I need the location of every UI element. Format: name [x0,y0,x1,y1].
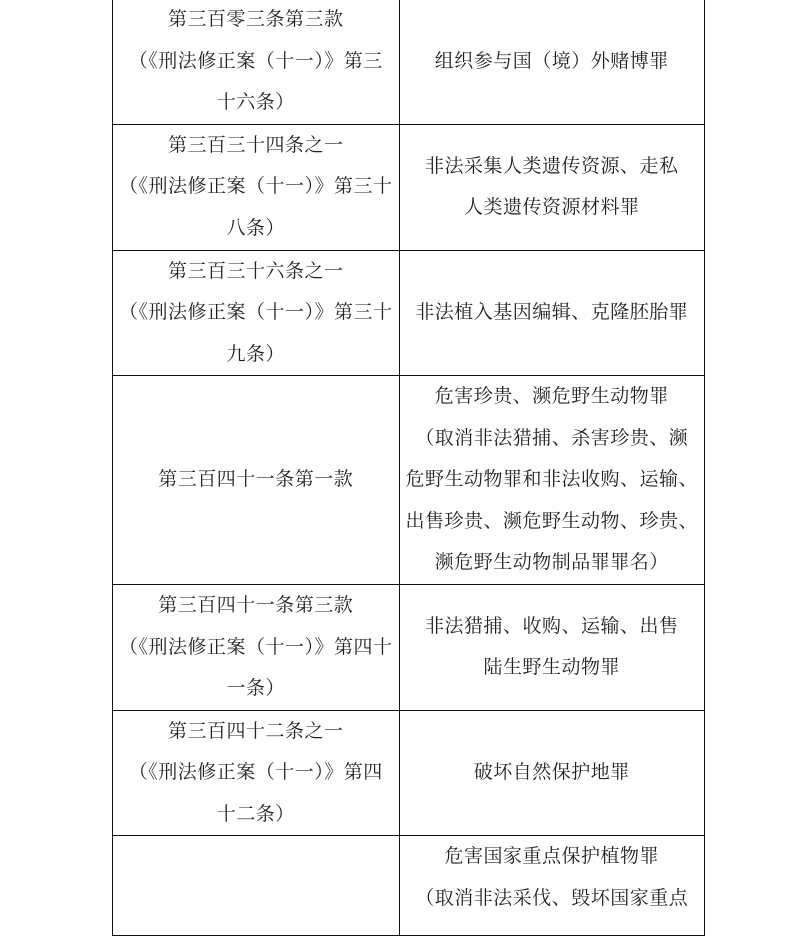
crime-line: 危野生动物罪和非法收购、运输、 [405,468,699,491]
table-row [113,710,705,836]
article-line: （《刑法修正案（十一）》第四十 [119,635,393,658]
crime-cell [399,710,705,836]
article-cell [113,0,400,124]
crime-name-table [112,0,705,936]
crime-cell [399,0,705,124]
article-line: （《刑法修正案（十一）》第三十 [119,175,393,198]
crime-cell [399,836,705,936]
crime-line: 组织参与国（境）外赌博罪 [434,49,669,72]
article-line: （《刑法修正案（十一）》第三 [128,49,383,72]
article-line: 八条） [226,216,286,239]
article-cell [113,710,400,836]
article-line: 第三百四十二条之一 [168,719,344,742]
article-line: 第三百四十一条第一款 [158,468,354,491]
crime-line: 陆生野生动物罪 [483,656,621,679]
article-line: （《刑法修正案（十一）》第三十 [119,301,393,323]
table-row [113,124,705,250]
crime-line: 濒危野生动物制品罪罪名） [434,551,669,574]
crime-line: 非法猎捕、收购、运输、出售 [425,614,679,637]
article-line: 第三百四十一条第三款 [158,594,354,616]
article-cell [113,585,400,711]
table-row [113,376,705,585]
crime-line: 人类遗传资源材料罪 [464,196,640,218]
article-line: 九条） [226,342,286,365]
crime-cell [399,250,705,376]
crime-line: 破坏自然保护地罪 [473,761,630,783]
article-line: （《刑法修正案（十一）》第四 [128,761,383,783]
crime-cell [399,376,705,585]
crime-line: 危害国家重点保护植物罪 [444,845,660,867]
article-line: 十二条） [216,802,295,825]
article-cell [113,250,400,376]
article-line: 十六条） [216,91,295,113]
crime-line: 危害珍贵、濒危野生动物罪 [434,385,669,408]
article-line: 一条） [226,677,286,699]
crime-line: 非法植入基因编辑、克隆胚胎罪 [415,301,689,323]
crime-line: 非法采集人类遗传资源、走私 [425,154,679,177]
article-line: 第三百零三条第三款 [168,8,344,30]
table-row [113,585,705,711]
article-line: 第三百三十六条之一 [168,259,344,282]
table-row [113,0,705,124]
crime-cell [399,124,705,250]
crime-line: （取消非法猎捕、杀害珍贵、濒 [415,426,689,449]
article-cell [113,836,400,936]
crime-line: （取消非法采伐、毁坏国家重点 [415,886,689,909]
article-cell [113,376,400,585]
crime-cell [399,585,705,711]
table-row [113,836,705,936]
table-row [113,250,705,376]
article-cell [113,124,400,250]
article-line: 第三百三十四条之一 [168,133,344,156]
crime-line: 出售珍贵、濒危野生动物、珍贵、 [405,509,699,532]
